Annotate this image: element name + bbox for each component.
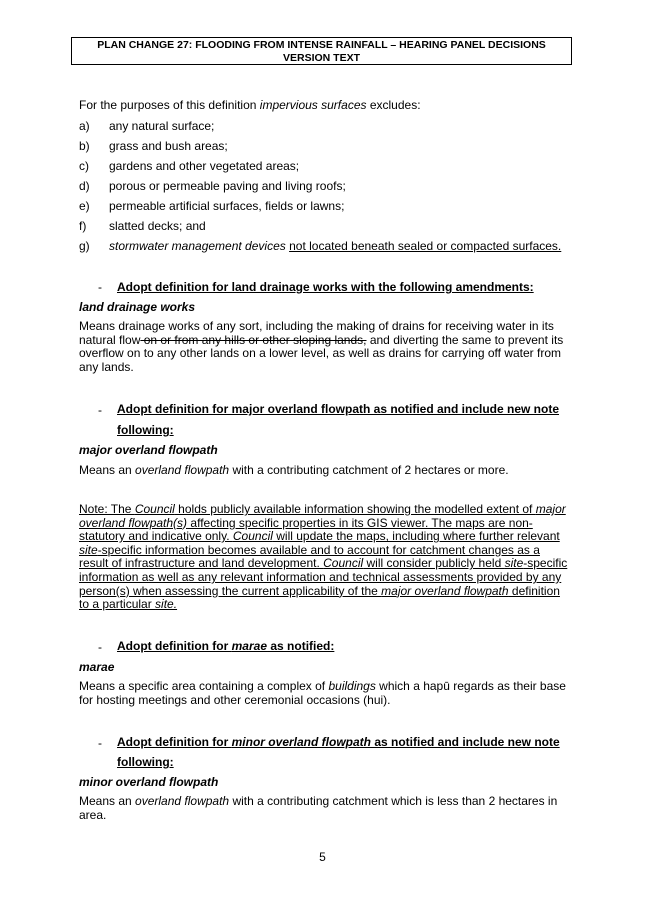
note-term: site (504, 556, 524, 571)
note-term: Council (232, 529, 273, 544)
list-item-insertion: not located beneath sealed or compacted surfaces. (289, 239, 562, 253)
note-line (79, 585, 569, 599)
page-header (71, 37, 572, 65)
intro-text-end: excludes: (366, 98, 421, 112)
heading-term: marae (231, 639, 268, 653)
intro-text: For the purposes of this definition (79, 98, 260, 112)
heading-term: minor overland flowpath (231, 735, 371, 749)
list-item: slatted decks; and (109, 219, 206, 233)
body-text: Means an (79, 794, 136, 808)
note-text: will update the maps, including where further relevant (272, 529, 560, 544)
note-text: -specific (523, 556, 568, 571)
list-item-letter: f) (79, 219, 87, 233)
body-line: overflow on to any other lands on a lower level, as well as drains for carrying off water from (79, 346, 562, 361)
definition-term-major-flowpath: major overland flowpath (79, 443, 218, 457)
note-line (79, 557, 569, 571)
definition-body-minor-flowpath (79, 795, 569, 822)
definition-body-marae (79, 680, 569, 707)
note-term: overland flowpath(s) (79, 515, 188, 530)
section-heading-minor-flowpath (117, 732, 560, 752)
section-heading-major-flowpath: Adopt definition for major overland flowpath as notified and include new note (117, 402, 560, 416)
body-line: any lands. (79, 359, 134, 374)
list-item-letter: e) (79, 199, 90, 213)
note-line (79, 544, 569, 558)
list-item-term: stormwater management devices (109, 239, 286, 253)
body-text: which a hapū regards as their base (375, 679, 566, 693)
definition-term-marae: marae (79, 660, 115, 674)
heading-text: Adopt definition for (117, 735, 232, 749)
body-text: and diverting the same to prevent its (366, 332, 564, 347)
section-heading-major-flowpath-cont: following: (117, 423, 174, 437)
section-heading-land-drainage: Adopt definition for land drainage works with the following amendments: (117, 280, 534, 294)
list-item-letter: g) (79, 239, 90, 253)
note-text: to a particular (79, 597, 156, 612)
intro-term: impervious surfaces (259, 98, 367, 112)
body-term: overland flowpath (135, 794, 230, 808)
note-text: Note: The (79, 502, 135, 516)
note-text: will consider publicly held (363, 556, 505, 571)
bullet-dash: - (98, 736, 102, 750)
definition-term-minor-flowpath: minor overland flowpath (79, 775, 219, 789)
note-term: site (79, 542, 98, 557)
body-term: buildings (328, 679, 376, 693)
list-item-letter: d) (79, 179, 90, 193)
intro-paragraph (79, 98, 421, 112)
heading-text: as notified: (267, 639, 335, 653)
body-line (79, 334, 569, 348)
note-text: holds publicly available information showing the modelled extent of (174, 502, 536, 516)
header-subtitle: VERSION TEXT (282, 51, 360, 64)
list-item-letter: c) (79, 159, 89, 173)
list-item: porous or permeable paving and living roofs; (109, 179, 346, 193)
bullet-dash: - (98, 403, 102, 417)
body-text: with a contributing catchment which is less than 2 hectares in (229, 794, 558, 808)
body-text: natural flow (79, 332, 141, 347)
page-number: 5 (319, 850, 326, 864)
note-text: -specific information becomes available and to account for catchment changes as a (97, 542, 540, 557)
note-line (79, 517, 569, 531)
section-heading-minor-flowpath-cont: following: (117, 755, 174, 769)
note-text: definition (508, 583, 560, 598)
section-heading-marae (117, 636, 334, 656)
note-term: Council (323, 556, 364, 571)
list-item-letter: a) (79, 119, 90, 133)
bullet-dash: - (98, 640, 102, 654)
note-major-flowpath (79, 503, 569, 612)
list-item: permeable artificial surfaces, fields or lawns; (109, 199, 345, 213)
list-item: grass and bush areas; (109, 139, 228, 153)
definition-body-land-drainage (79, 320, 569, 374)
note-line: information as well as any relevant information and technical assessments provided by any (79, 569, 562, 584)
list-item: any natural surface; (109, 119, 215, 133)
bullet-dash: - (98, 280, 102, 294)
note-text: affecting specific properties in its GIS viewer. The maps are non- (187, 515, 533, 530)
body-text: Means a specific area containing a complex of (79, 679, 329, 693)
note-line (79, 503, 569, 517)
heading-text: as notified and include new note (370, 735, 560, 749)
note-term: major overland flowpath (381, 583, 509, 598)
note-line (79, 530, 569, 544)
note-term: Council (134, 502, 175, 516)
deleted-text: on or from any hills or other sloping lands, (140, 332, 367, 347)
body-text: Means an (79, 463, 136, 477)
list-item-letter: b) (79, 139, 90, 153)
body-term: overland flowpath (135, 463, 230, 477)
body-line: Means drainage works of any sort, including the making of drains for receiving water in its (79, 319, 554, 333)
note-text: statutory and indicative only. (79, 529, 233, 544)
definition-body-major-flowpath (79, 463, 509, 477)
heading-text: Adopt definition for (117, 639, 232, 653)
body-text: with a contributing catchment of 2 hectares or more. (229, 463, 509, 477)
body-line: for hosting meetings and other ceremonial occasions (hui). (79, 692, 391, 707)
header-title: PLAN CHANGE 27: FLOODING FROM INTENSE RAINFALL – HEARING PANEL DECISIONS (97, 39, 546, 51)
definition-term-land-drainage: land drainage works (79, 300, 196, 314)
note-line (79, 598, 569, 612)
list-item: gardens and other vegetated areas; (109, 159, 300, 173)
note-term: site. (155, 597, 178, 612)
note-text: person(s) when assessing the current applicability of the (79, 583, 382, 598)
note-text: result of infrastructure and land development. (79, 556, 324, 571)
body-line: area. (79, 807, 107, 822)
body-line (79, 680, 569, 694)
body-line (79, 795, 569, 809)
list-item (109, 239, 561, 253)
note-term: major (535, 502, 566, 516)
